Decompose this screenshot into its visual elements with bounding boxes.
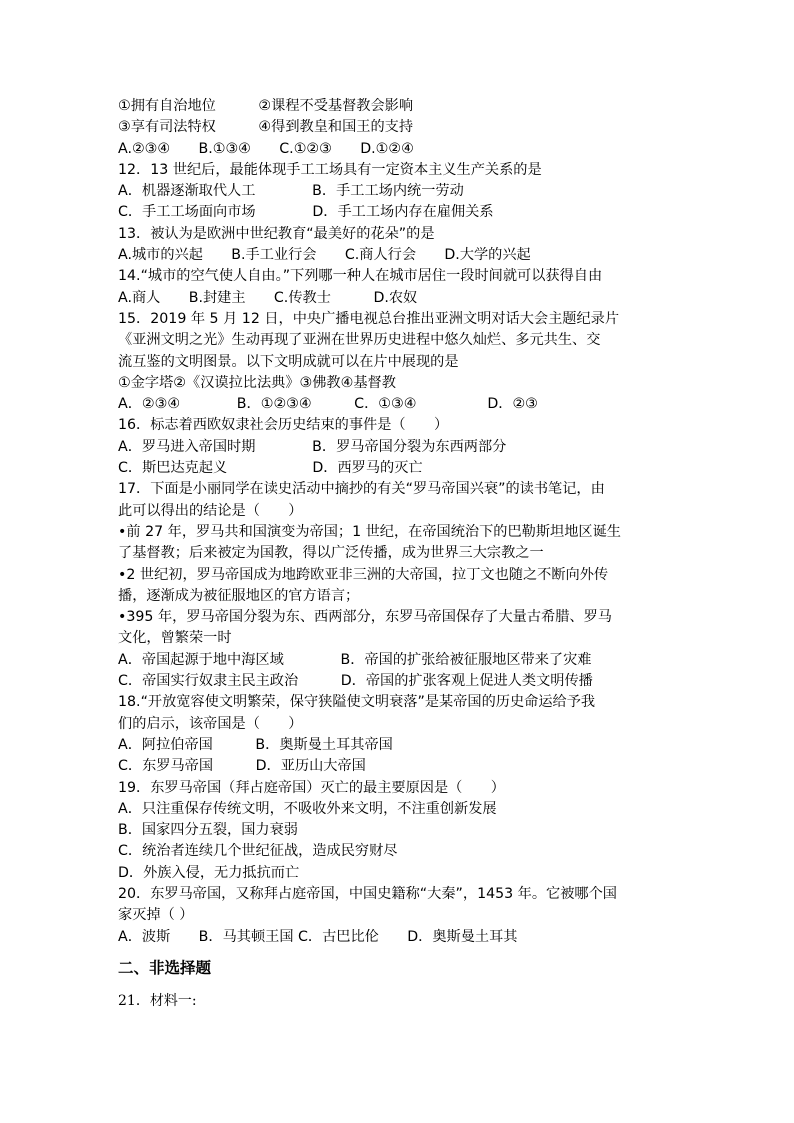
- text-line: 了基督教；后来被定为国教，得以广泛传播，成为世界三大宗教之一: [118, 545, 544, 562]
- text-line: 20．东罗马帝国，又称拜占庭帝国，中国史籍称“大秦”，1453 年。它被哪个国: [118, 885, 617, 902]
- text-line: 15．2019 年 5 月 12 日，中央广播电视总台推出亚洲文明对话大会主题纪录片: [118, 310, 620, 327]
- text-line: A．机器逐渐取代人工 B．手工工场内统一劳动: [118, 183, 464, 200]
- section-title: 二、非选择题: [118, 958, 212, 977]
- text-line: A．帝国起源于地中海区域 B．帝国的扩张给被征服地区带来了灾难: [118, 651, 592, 668]
- text-line: A．波斯 B．马其顿王国 C．古巴比伦 D．奥斯曼土耳其: [118, 928, 518, 945]
- text-line: 14.“城市的空气使人自由。”下列哪一种人在城市居住一段时间就可以获得自由: [118, 268, 603, 285]
- text-line: 18.“开放宽容使文明繁荣，保守狭隘使文明衰落”是某帝国的历史命运给予我: [118, 694, 596, 711]
- text-line: C．统治者连续几个世纪征战，造成民穷财尽: [118, 843, 398, 860]
- text-line: A．罗马进入帝国时期 B．罗马帝国分裂为东西两部分: [118, 438, 507, 455]
- text-line: 19．东罗马帝国（拜占庭帝国）灭亡的最主要原因是（ ）: [118, 779, 505, 796]
- text-line: C．手工工场面向市场 D．手工工场内存在雇佣关系: [118, 204, 494, 221]
- text-line: A.②③④ B.①③④ C.①②③ D.①②④: [118, 140, 414, 157]
- text-line: C．斯巴达克起义 D．西罗马的灭亡: [118, 460, 423, 477]
- text-line: 流互鉴的文明图景。以下文明成就可以在片中展现的是: [118, 353, 459, 370]
- text-line: 12．13 世纪后，最能体现手工工场具有一定资本主义生产关系的是: [118, 161, 542, 178]
- text-line: 家灭掉（ ）: [118, 907, 194, 924]
- text-line: A．阿拉伯帝国 B．奥斯曼土耳其帝国: [118, 736, 393, 753]
- text-line: B．国家四分五裂，国力衰弱: [118, 822, 298, 839]
- question-lines: [118, 96, 678, 948]
- text-line: A.商人 B.封建主 C.传教士 D.农奴: [118, 289, 418, 306]
- text-line: 16．标志着西欧奴隶社会历史结束的事件是（ ）: [118, 417, 449, 434]
- text-line: 此可以得出的结论是（ ）: [118, 502, 303, 519]
- text-line: •395 年，罗马帝国分裂为东、西两部分，东罗马帝国保存了大量古希腊、罗马: [118, 609, 612, 626]
- text-line: C．帝国实行奴隶主民主政治 D．帝国的扩张客观上促进人类文明传播: [118, 673, 593, 690]
- text-line: C．东罗马帝国 D．亚历山大帝国: [118, 758, 366, 775]
- text-line: ①金字塔②《汉谟拉比法典》③佛教④基督教: [118, 374, 396, 391]
- text-line: A．只注重保存传统文明，不吸收外来文明，不注重创新发展: [118, 800, 497, 817]
- exam-page: [118, 96, 678, 1012]
- text-line: 文化，曾繁荣一时: [118, 630, 232, 647]
- text-line: 们的启示，该帝国是（ ）: [118, 715, 303, 732]
- text-line: D．外族入侵，无力抵抗而亡: [118, 864, 300, 881]
- text-line: 《亚洲文明之光》生动再现了亚洲在世界历史进程中悠久灿烂、多元共生、交: [118, 332, 601, 349]
- text-line: 17．下面是小丽同学在读史活动中摘抄的有关“罗马帝国兴衰”的读书笔记，由: [118, 481, 605, 498]
- text-line: 13．被认为是欧洲中世纪教育“最美好的花朵”的是: [118, 225, 435, 242]
- text-line: ③享有司法特权 ④得到教皇和国王的支持: [118, 119, 414, 136]
- text-line: •2 世纪初，罗马帝国成为地跨欧亚非三洲的大帝国，拉丁文也随之不断向外传: [118, 566, 609, 583]
- text-line: ①拥有自治地位 ②课程不受基督教会影响: [118, 98, 414, 114]
- text-line: 播，逐渐成为被征服地区的官方语言；: [118, 587, 360, 604]
- text-line: A．②③④ B．①②③④ C．①③④ D．②③: [118, 396, 538, 413]
- text-line: •前 27 年，罗马共和国演变为帝国；1 世纪，在帝国统治下的巴勒斯坦地区诞生: [118, 523, 621, 540]
- text-line: A.城市的兴起 B.手工业行会 C.商人行会 D.大学的兴起: [118, 247, 531, 264]
- question-21-stem: 21．材料一:: [118, 992, 197, 1009]
